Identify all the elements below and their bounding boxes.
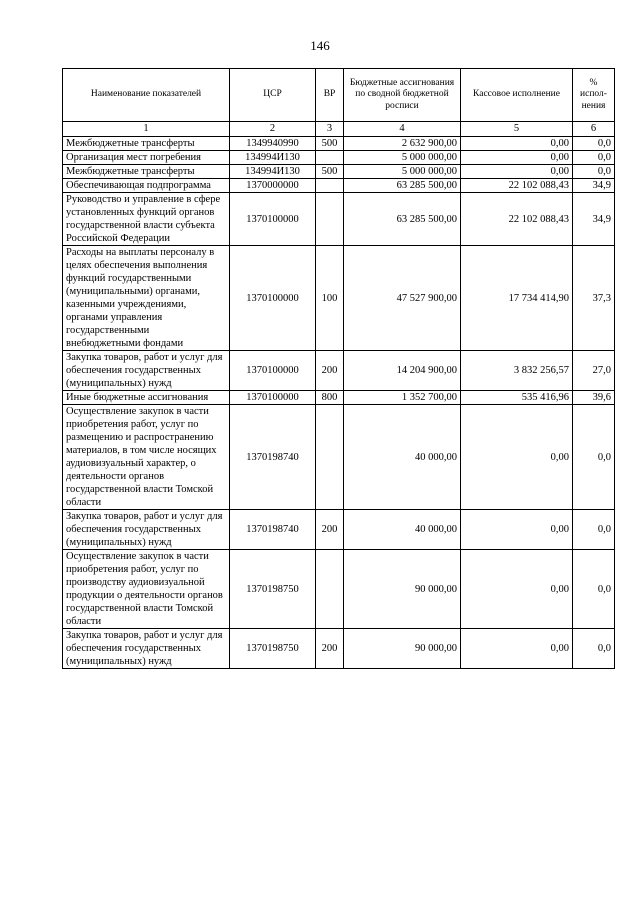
row-percent: 0,0 [573,151,615,165]
row-budget: 5 000 000,00 [344,165,461,179]
row-percent: 34,9 [573,179,615,193]
row-budget: 40 000,00 [344,510,461,550]
row-budget: 47 527 900,00 [344,246,461,351]
row-name: Организация мест погребения [63,151,230,165]
row-vr [316,151,344,165]
row-vr [316,193,344,246]
row-cash: 535 416,96 [461,391,573,405]
row-budget: 2 632 900,00 [344,137,461,151]
row-budget: 90 000,00 [344,629,461,669]
row-cash: 0,00 [461,405,573,510]
header-budget: Бюджетные ассигнования по сводной бюджетной росписи [344,69,461,122]
row-name: Закупка товаров, работ и услуг для обеспечения государственных (муниципальных) нужд [63,351,230,391]
row-name: Иные бюджетные ассигнования [63,391,230,405]
row-name: Расходы на выплаты персоналу в целях обеспечения выполнения функций государственными (муниципальными) органами, казенными учреждениями, органами управления государственными внебюджетными фондами [63,246,230,351]
row-vr: 200 [316,351,344,391]
row-vr: 500 [316,165,344,179]
row-vr [316,179,344,193]
row-name: Руководство и управление в сфере установленных функций органов государственной власти субъекта Российской Федерации [63,193,230,246]
row-name: Обеспечивающая подпрограмма [63,179,230,193]
row-percent: 34,9 [573,193,615,246]
table-row [63,629,615,669]
row-name: Осуществление закупок в части приобретения работ, услуг по размещению и распространению материалов, в том числе носящих аудиовизуальный характер, о деятельности органов государственной власти Томской области [63,405,230,510]
header-name: Наименование показателей [63,69,230,122]
table-row [63,151,615,165]
row-percent: 39,6 [573,391,615,405]
column-number: 4 [344,122,461,137]
row-cash: 0,00 [461,165,573,179]
header-percent: % испол-нения [573,69,615,122]
row-cash: 3 832 256,57 [461,351,573,391]
row-vr [316,405,344,510]
row-cash: 0,00 [461,151,573,165]
table-row [63,165,615,179]
column-number: 6 [573,122,615,137]
row-vr: 800 [316,391,344,405]
row-vr [316,550,344,629]
row-name: Закупка товаров, работ и услуг для обеспечения государственных (муниципальных) нужд [63,510,230,550]
row-vr: 200 [316,510,344,550]
row-cash: 22 102 088,43 [461,179,573,193]
table-row [63,246,615,351]
row-percent: 0,0 [573,510,615,550]
table-row [63,179,615,193]
table-row [63,550,615,629]
table-row [63,137,615,151]
row-csr: 1370198740 [230,510,316,550]
row-csr: 1370100000 [230,351,316,391]
row-budget: 40 000,00 [344,405,461,510]
row-csr: 1370100000 [230,246,316,351]
row-cash: 0,00 [461,629,573,669]
row-csr: 1349940990 [230,137,316,151]
row-budget: 5 000 000,00 [344,151,461,165]
row-percent: 0,0 [573,165,615,179]
row-budget: 1 352 700,00 [344,391,461,405]
table-row [63,193,615,246]
table-row [63,510,615,550]
report-table [62,68,615,669]
row-cash: 0,00 [461,510,573,550]
row-cash: 0,00 [461,137,573,151]
row-cash: 22 102 088,43 [461,193,573,246]
row-percent: 27,0 [573,351,615,391]
header-csr: ЦСР [230,69,316,122]
header-row [63,69,615,122]
row-cash: 17 734 414,90 [461,246,573,351]
row-csr: 134994И130 [230,165,316,179]
row-percent: 0,0 [573,550,615,629]
row-name: Осуществление закупок в части приобретения работ, услуг по производству аудиовизуальной продукции о деятельности органов государственной власти Томской области [63,550,230,629]
row-percent: 37,3 [573,246,615,351]
row-csr: 134994И130 [230,151,316,165]
row-csr: 1370100000 [230,391,316,405]
page-number: 146 [310,38,330,53]
column-number: 1 [63,122,230,137]
table-row [63,405,615,510]
row-budget: 14 204 900,00 [344,351,461,391]
row-name: Межбюджетные трансферты [63,137,230,151]
row-csr: 1370198740 [230,405,316,510]
table-row [63,351,615,391]
row-name: Межбюджетные трансферты [63,165,230,179]
column-number: 3 [316,122,344,137]
column-number-row [63,122,615,137]
row-name: Закупка товаров, работ и услуг для обеспечения государственных (муниципальных) нужд [63,629,230,669]
row-percent: 0,0 [573,405,615,510]
row-csr: 1370198750 [230,629,316,669]
row-csr: 1370000000 [230,179,316,193]
row-budget: 63 285 500,00 [344,179,461,193]
column-number: 2 [230,122,316,137]
table-row [63,391,615,405]
row-csr: 1370198750 [230,550,316,629]
row-vr: 200 [316,629,344,669]
row-percent: 0,0 [573,629,615,669]
column-number: 5 [461,122,573,137]
row-vr: 100 [316,246,344,351]
row-percent: 0,0 [573,137,615,151]
header-vr: ВР [316,69,344,122]
row-csr: 1370100000 [230,193,316,246]
header-cash: Кассовое исполнение [461,69,573,122]
row-vr: 500 [316,137,344,151]
row-cash: 0,00 [461,550,573,629]
row-budget: 63 285 500,00 [344,193,461,246]
row-budget: 90 000,00 [344,550,461,629]
